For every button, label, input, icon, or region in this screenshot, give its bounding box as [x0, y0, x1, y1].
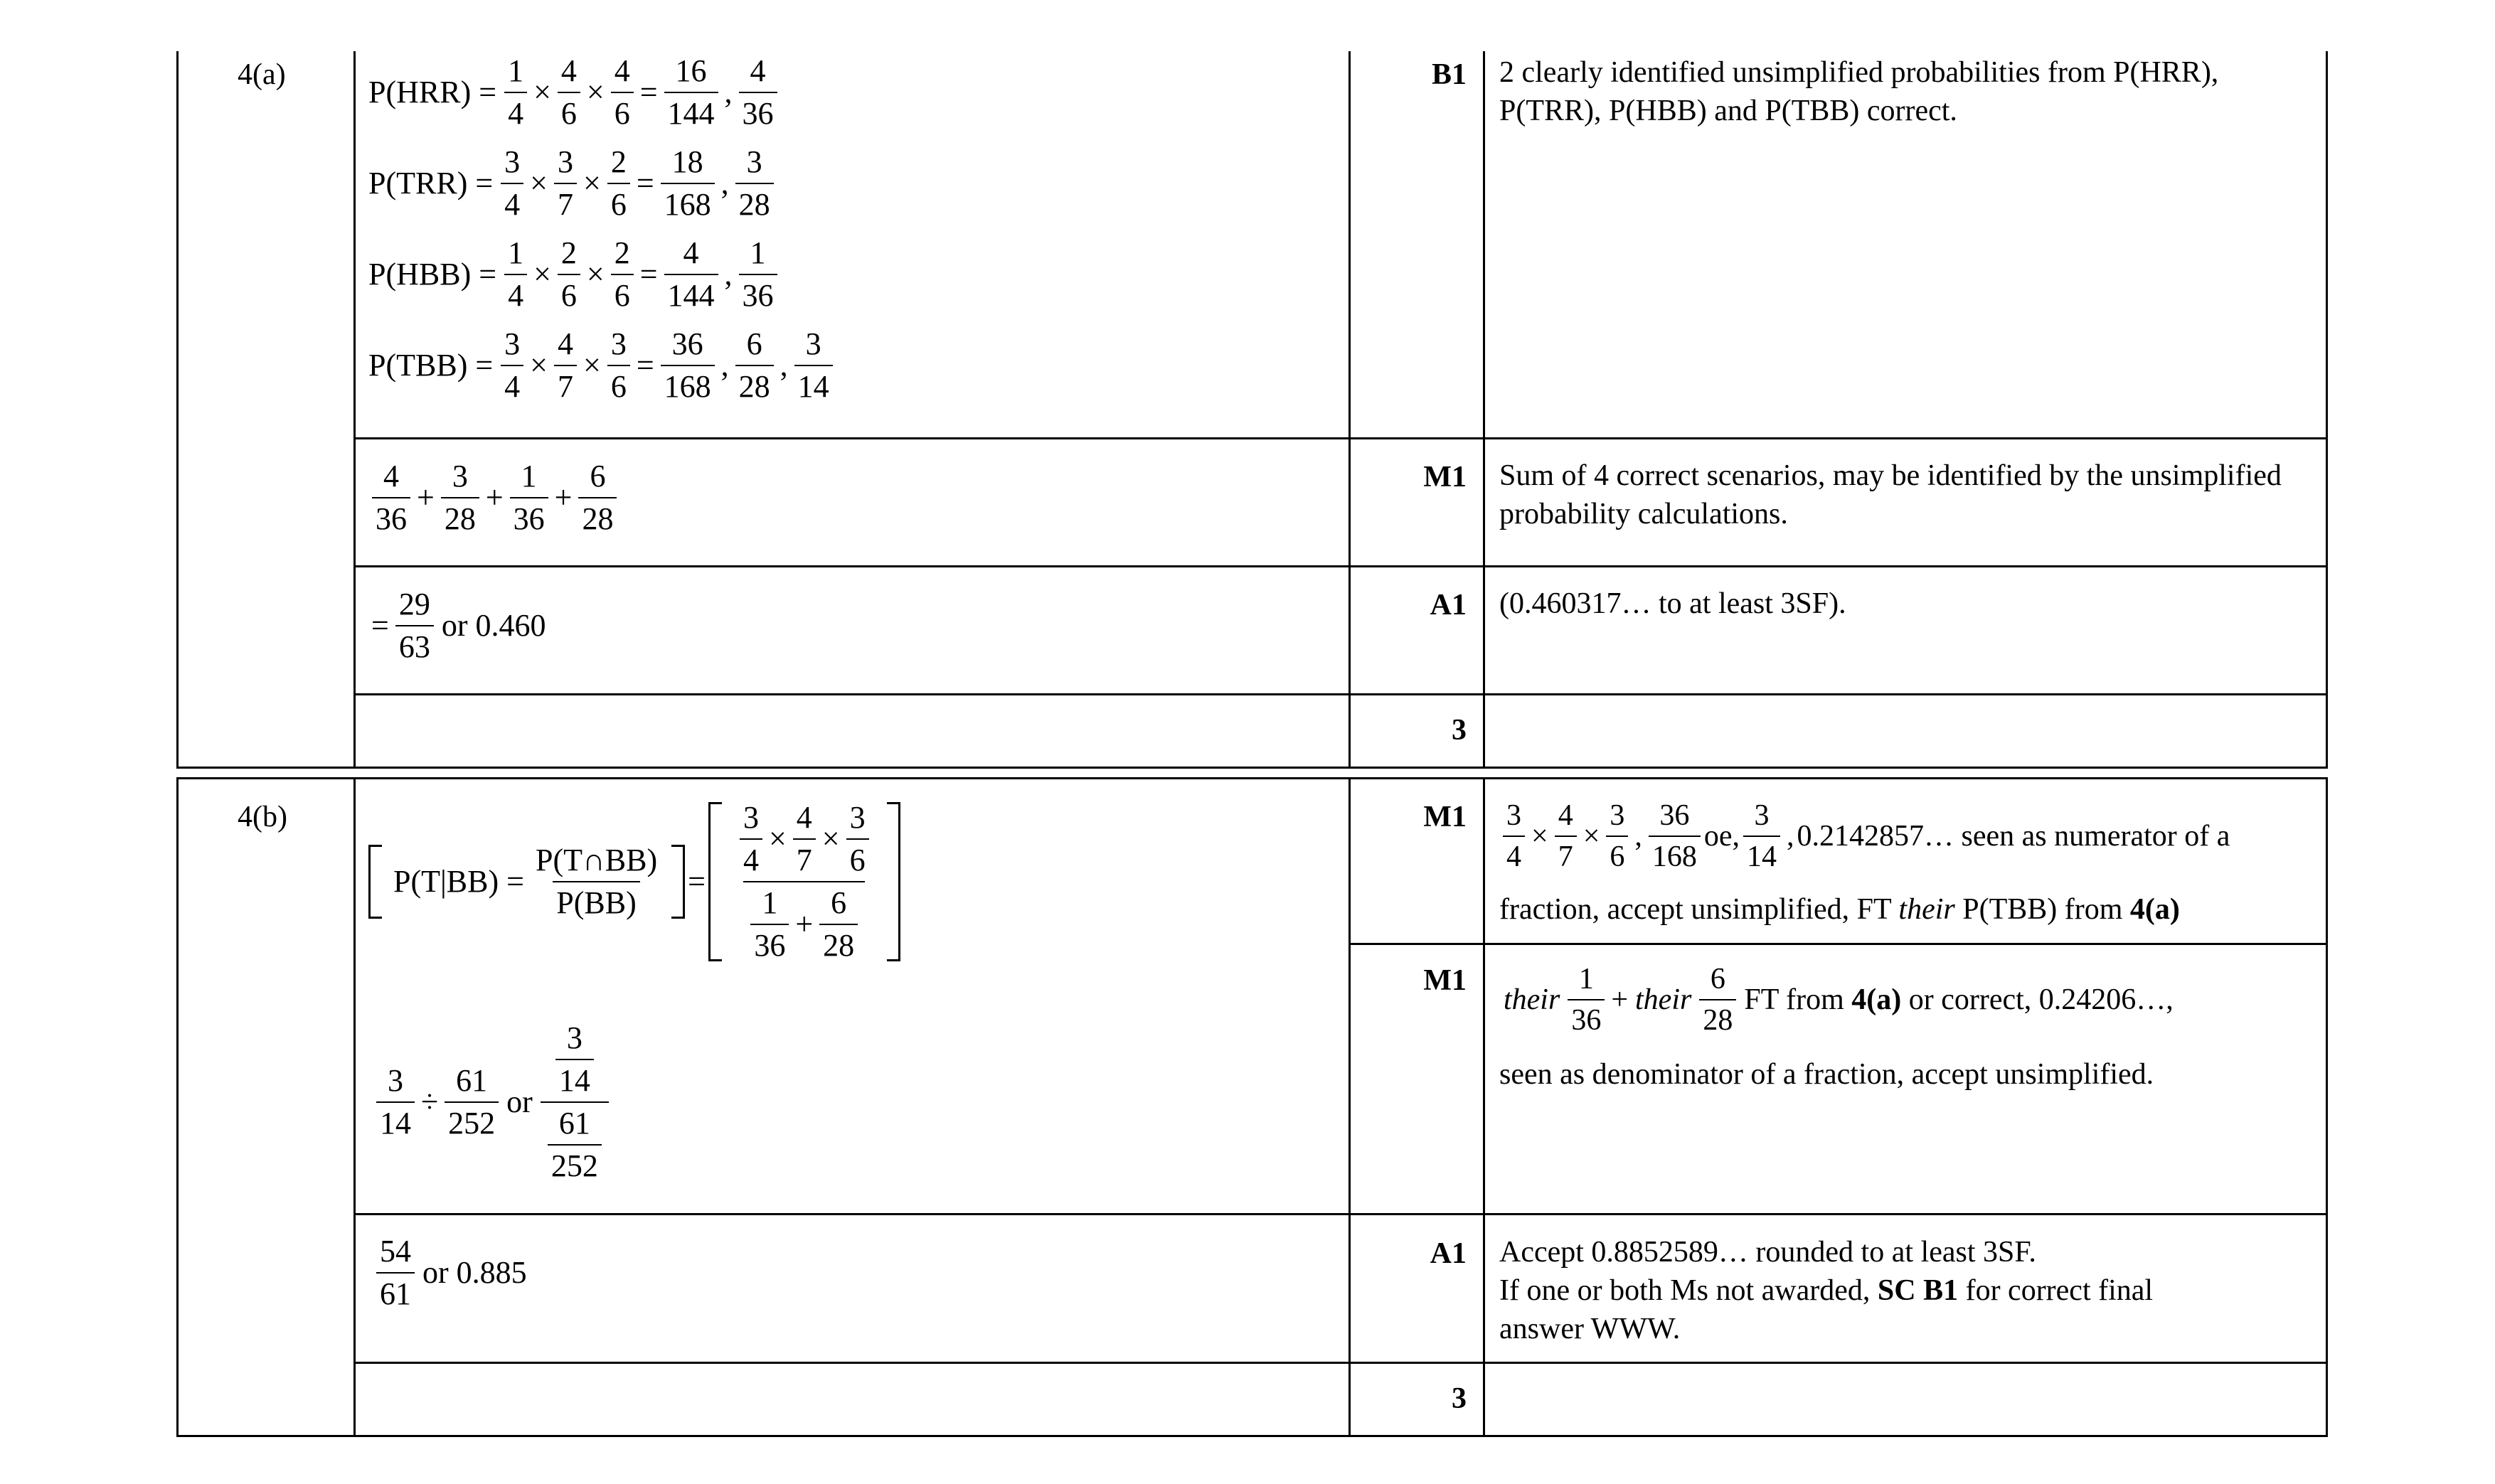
- fraction-numerator: 18: [671, 144, 703, 179]
- fraction-denominator: 7: [554, 365, 577, 402]
- operator-symbol: ×: [768, 821, 787, 856]
- operator-symbol: +: [795, 907, 814, 941]
- fraction-numerator: 3: [1754, 799, 1770, 832]
- conditional-probability: [368, 802, 900, 961]
- fraction-numerator: 61: [558, 1106, 590, 1141]
- operator-symbol: +: [417, 480, 435, 515]
- fraction-numerator: 4: [383, 459, 399, 493]
- fraction: [1555, 801, 1577, 872]
- fraction: [554, 146, 577, 220]
- fraction: [664, 237, 718, 311]
- grid-line: [353, 437, 2328, 439]
- fraction-numerator: 3: [746, 144, 762, 179]
- fraction-denominator: 4: [740, 838, 762, 876]
- fraction-denominator: 144: [664, 274, 718, 311]
- note-text: If one or both Ms not awarded,: [1499, 1274, 1878, 1307]
- oe-text: oe,: [1703, 820, 1740, 853]
- fraction-numerator: 1: [508, 235, 524, 270]
- fraction-numerator: 6: [1710, 963, 1725, 995]
- fraction: [548, 1108, 602, 1182]
- note-emphasis: their: [1635, 983, 1692, 1016]
- fraction-denominator: 36: [739, 274, 777, 311]
- operator-symbol: =: [688, 864, 706, 899]
- operator-symbol: =: [639, 75, 658, 110]
- fraction-denominator: 14: [794, 365, 833, 402]
- fraction-numerator: 4: [614, 53, 630, 88]
- grid-line: [353, 565, 2328, 567]
- note-reference: 4(a): [2129, 893, 2180, 926]
- fraction: [1743, 801, 1780, 872]
- operator-symbol: =: [371, 608, 389, 643]
- bracket-group: [368, 845, 685, 919]
- probability-row: [364, 237, 781, 311]
- grid-line: [1348, 943, 2328, 945]
- operator-symbol: +: [485, 480, 504, 515]
- fraction: [445, 1065, 499, 1139]
- note-a1: (0.460317… to at least 3SF).: [1499, 587, 1846, 620]
- fraction-denominator: 4: [504, 92, 527, 129]
- fraction-denominator: 28: [819, 924, 858, 961]
- operator-symbol: ×: [1531, 820, 1548, 853]
- fraction-numerator: P(T∩BB): [535, 843, 658, 877]
- fraction-numerator: 3: [388, 1063, 403, 1098]
- fraction-denominator: 28: [578, 497, 617, 535]
- grid-line: [2326, 51, 2328, 767]
- fraction: [607, 146, 630, 220]
- mark-m1: M1: [1423, 461, 1467, 493]
- fraction: [441, 461, 479, 535]
- grid-line: [1483, 51, 1485, 767]
- mark-m1-denominator: M1: [1423, 964, 1467, 997]
- fraction: [607, 326, 630, 404]
- fraction-denominator: 36: [750, 924, 789, 961]
- fraction-denominator: 4: [1503, 836, 1525, 872]
- fraction-denominator: 28: [735, 183, 774, 220]
- right-bracket: [887, 802, 900, 961]
- fraction-denominator: 6: [558, 274, 580, 311]
- fraction: [739, 55, 777, 129]
- grid-line: [2326, 779, 2328, 1437]
- fraction-numerator: 6: [590, 459, 606, 493]
- operator-symbol: ,: [724, 257, 733, 292]
- fraction: [510, 461, 548, 535]
- fraction-numerator: 4: [683, 235, 699, 270]
- mark-m1-numerator: M1: [1423, 801, 1467, 833]
- grid-line: [1348, 51, 1351, 767]
- fraction-denominator: 6: [607, 365, 630, 402]
- fraction: [395, 589, 434, 663]
- fraction: [661, 326, 715, 404]
- operator-symbol: ,: [720, 166, 729, 201]
- fraction-numerator: 61: [456, 1063, 488, 1098]
- fraction-numerator: 3: [504, 326, 521, 361]
- operator-symbol: +: [1611, 983, 1629, 1016]
- fraction-denominator: 36: [739, 92, 777, 129]
- fraction-denominator: 252: [548, 1144, 602, 1182]
- mark-a1-4b: A1: [1430, 1237, 1467, 1270]
- operator-symbol: =: [636, 348, 654, 383]
- fraction: [376, 1065, 415, 1139]
- fraction-numerator: 3: [849, 800, 866, 835]
- grid-line: [353, 51, 356, 767]
- fraction-numerator: 16: [675, 53, 707, 88]
- fraction: [735, 146, 774, 220]
- fraction-numerator: 3: [1506, 799, 1521, 832]
- fraction: [1568, 964, 1605, 1035]
- fraction-denominator: 168: [1649, 836, 1701, 872]
- grid-line: [1348, 779, 1351, 1437]
- note-text: [1744, 985, 2173, 1015]
- note-a1-4b: [1499, 1233, 2317, 1348]
- fraction: [578, 461, 617, 535]
- fraction-denominator: 36: [1568, 999, 1605, 1035]
- fraction-numerator: 1: [762, 885, 778, 920]
- operator-symbol: ÷: [421, 1084, 439, 1119]
- grid-line: [176, 767, 2328, 769]
- sum-of-scenarios: [368, 461, 620, 535]
- fraction: [1649, 801, 1701, 872]
- fraction-denominator: 6: [1606, 836, 1628, 872]
- operator-symbol: ×: [821, 821, 840, 856]
- question-label-4b: 4(b): [238, 801, 287, 833]
- fraction-denominator: 7: [1555, 836, 1577, 872]
- fraction-numerator: 36: [1659, 799, 1690, 832]
- fraction: [611, 237, 634, 311]
- note-line: [1499, 1271, 2317, 1310]
- compound-denominator: [743, 881, 865, 961]
- left-bracket: [368, 845, 382, 919]
- fraction: [532, 845, 661, 919]
- grid-line: [176, 777, 2328, 779]
- fraction: [793, 802, 816, 876]
- note-reference: 4(a): [1851, 983, 1902, 1016]
- fraction-numerator: 3: [452, 459, 468, 493]
- fraction-numerator: 3: [743, 800, 759, 835]
- fraction: [501, 146, 523, 220]
- compound-numerator: [548, 1020, 601, 1101]
- note-text: or correct, 0.24206…,: [1901, 983, 2174, 1016]
- mark-b1: B1: [1431, 58, 1467, 91]
- conditional-label: P(T|BB) =: [393, 864, 524, 899]
- note-line: answer WWW.: [1499, 1313, 1681, 1345]
- grid-line: [176, 1435, 2328, 1437]
- compound-denominator: [541, 1101, 609, 1182]
- fraction-numerator: 4: [558, 326, 573, 361]
- fraction-denominator: 61: [376, 1272, 415, 1310]
- right-bracket: [671, 845, 685, 919]
- fraction-numerator: 1: [750, 235, 766, 270]
- note-emphasis: their: [1504, 983, 1560, 1016]
- fraction: [794, 326, 833, 404]
- fraction-numerator: 1: [1578, 963, 1594, 995]
- fraction-denominator: P(BB): [553, 881, 639, 919]
- fraction-numerator: 3: [566, 1020, 582, 1055]
- fraction-denominator: 28: [1699, 999, 1736, 1035]
- fraction-denominator: 4: [504, 274, 527, 311]
- answer-4b: [373, 1236, 531, 1310]
- fraction-denominator: 14: [1743, 836, 1780, 872]
- fraction: [819, 887, 858, 961]
- note-m1-denominator-line2: seen as denominator of a fraction, accept unsimplified.: [1499, 1058, 2154, 1091]
- fraction-numerator: 4: [1558, 799, 1573, 832]
- probability-row: [364, 326, 836, 404]
- probability-label: P(TBB) =: [368, 348, 494, 383]
- fraction: [611, 55, 634, 129]
- fraction-numerator: 6: [831, 885, 847, 920]
- operator-symbol: ×: [583, 166, 601, 201]
- fraction-denominator: 14: [376, 1101, 415, 1139]
- probability-row: [364, 55, 781, 129]
- operator-symbol: ×: [586, 257, 605, 292]
- operator-symbol: ,: [1787, 820, 1794, 853]
- grid-line: [1483, 779, 1485, 1437]
- note-text: 0.2142857… seen as numerator of a: [1797, 820, 2230, 853]
- fraction: [504, 237, 527, 311]
- compound-numerator: [733, 802, 876, 881]
- compound-fraction: [541, 1020, 609, 1183]
- fraction-denominator: 63: [395, 625, 434, 663]
- fraction: [501, 326, 523, 404]
- fraction-denominator: 168: [661, 365, 715, 402]
- fraction-denominator: 4: [501, 183, 523, 220]
- fraction-numerator: 2: [560, 235, 577, 270]
- operator-symbol: +: [554, 480, 573, 515]
- fraction-denominator: 14: [555, 1059, 594, 1096]
- total-marks-4b: 3: [1452, 1382, 1467, 1415]
- compound-fraction: [733, 802, 876, 961]
- note-text: FT from: [1744, 983, 1852, 1016]
- operator-symbol: =: [636, 166, 654, 201]
- fraction: [664, 55, 718, 129]
- operator-symbol: ×: [530, 166, 548, 201]
- grid-line: [353, 1362, 2328, 1364]
- fraction-numerator: 4: [796, 800, 812, 835]
- bracket-group: [708, 802, 900, 961]
- fraction-numerator: 29: [398, 587, 430, 621]
- fraction: [376, 1236, 415, 1310]
- fraction: [1606, 801, 1628, 872]
- fraction-denominator: 7: [793, 838, 816, 876]
- answer-4a: [368, 589, 550, 663]
- note-text: P(TBB) from: [1954, 893, 2130, 926]
- operator-symbol: ×: [583, 348, 601, 383]
- answer-decimal: or 0.885: [422, 1255, 527, 1290]
- fraction: [661, 146, 715, 220]
- fraction-numerator: 2: [610, 144, 627, 179]
- fraction-numerator: 3: [805, 326, 821, 361]
- fraction-denominator: 36: [510, 497, 548, 535]
- note-m1: Sum of 4 correct scenarios, may be identified by the unsimplified probability calculations.: [1499, 459, 2282, 530]
- mark-a1: A1: [1430, 589, 1467, 621]
- probability-row: [364, 146, 777, 220]
- grid-line: [176, 51, 179, 767]
- special-case: SC B1: [1877, 1274, 1959, 1307]
- note-text: for correct final: [1958, 1274, 2154, 1307]
- fraction-numerator: 3: [1610, 799, 1625, 832]
- fraction: [372, 461, 410, 535]
- operator-symbol: ,: [1634, 820, 1642, 853]
- fraction-denominator: 28: [735, 365, 774, 402]
- fraction-numerator: 3: [504, 144, 521, 179]
- fraction: [750, 887, 789, 961]
- fraction-numerator: 3: [558, 144, 573, 179]
- note-m1-numerator: [1499, 801, 2230, 872]
- note-b1: 2 clearly identified unsimplified probabilities from P(HRR), P(TRR), P(HBB) and P(TBB) correct.: [1499, 56, 2219, 127]
- fraction: [735, 326, 774, 404]
- note-emphasis: their: [1898, 893, 1955, 926]
- fraction: [1699, 964, 1736, 1035]
- fraction: [846, 802, 869, 876]
- fraction: [558, 237, 580, 311]
- grid-line: [353, 779, 356, 1437]
- operator-symbol: ×: [586, 75, 605, 110]
- fraction: [555, 1020, 594, 1098]
- fraction-denominator: 6: [558, 92, 580, 129]
- or-text: or: [506, 1084, 533, 1119]
- probability-label: P(HRR) =: [368, 75, 497, 110]
- fraction-denominator: 4: [501, 365, 523, 402]
- grid-line: [353, 1213, 2328, 1215]
- operator-symbol: ×: [530, 348, 548, 383]
- answer-decimal: or 0.460: [441, 608, 546, 643]
- operator-symbol: ×: [533, 257, 551, 292]
- fraction: [1503, 801, 1525, 872]
- fraction: [740, 802, 762, 876]
- left-bracket: [708, 802, 722, 961]
- fraction-numerator: 4: [560, 53, 577, 88]
- fraction: [739, 237, 777, 311]
- fraction: [558, 55, 580, 129]
- probability-label: P(TRR) =: [368, 166, 494, 201]
- fraction-denominator: 252: [445, 1101, 499, 1139]
- fraction-numerator: 2: [614, 235, 630, 270]
- operator-symbol: ,: [780, 348, 788, 383]
- operator-symbol: ×: [1582, 820, 1600, 853]
- fraction: [504, 55, 527, 129]
- fraction-denominator: 7: [554, 183, 577, 220]
- note-m1-numerator-line2: [1499, 890, 2324, 929]
- fraction-numerator: 6: [746, 326, 762, 361]
- probability-label: P(HBB) =: [368, 257, 497, 292]
- fraction-denominator: 168: [661, 183, 715, 220]
- fraction-numerator: 1: [508, 53, 524, 88]
- fraction-denominator: 28: [441, 497, 479, 535]
- operator-symbol: ,: [720, 348, 729, 383]
- fraction-denominator: 144: [664, 92, 718, 129]
- question-label-4a: 4(a): [238, 58, 286, 91]
- fraction-denominator: 36: [372, 497, 410, 535]
- total-marks-4a: 3: [1452, 714, 1467, 747]
- fraction-numerator: 3: [610, 326, 627, 361]
- operator-symbol: ,: [724, 75, 733, 110]
- fraction-numerator: 4: [750, 53, 766, 88]
- fraction-denominator: 6: [611, 274, 634, 311]
- grid-line: [353, 693, 2328, 695]
- note-m1-denominator: [1499, 964, 2178, 1035]
- fraction-denominator: 6: [611, 92, 634, 129]
- fraction-denominator: 6: [607, 183, 630, 220]
- note-line: Accept 0.8852589… rounded to at least 3SF.: [1499, 1236, 2036, 1269]
- fraction-numerator: 36: [671, 326, 703, 361]
- operator-symbol: ×: [533, 75, 551, 110]
- fraction: [554, 326, 577, 404]
- operator-symbol: =: [639, 257, 658, 292]
- fraction-denominator: 6: [846, 838, 869, 876]
- grid-line: [176, 779, 179, 1437]
- note-text: fraction, accept unsimplified, FT: [1499, 893, 1899, 926]
- fraction-numerator: 1: [521, 459, 537, 493]
- fraction-numerator: 54: [380, 1234, 411, 1269]
- alternative-working: [373, 1020, 612, 1183]
